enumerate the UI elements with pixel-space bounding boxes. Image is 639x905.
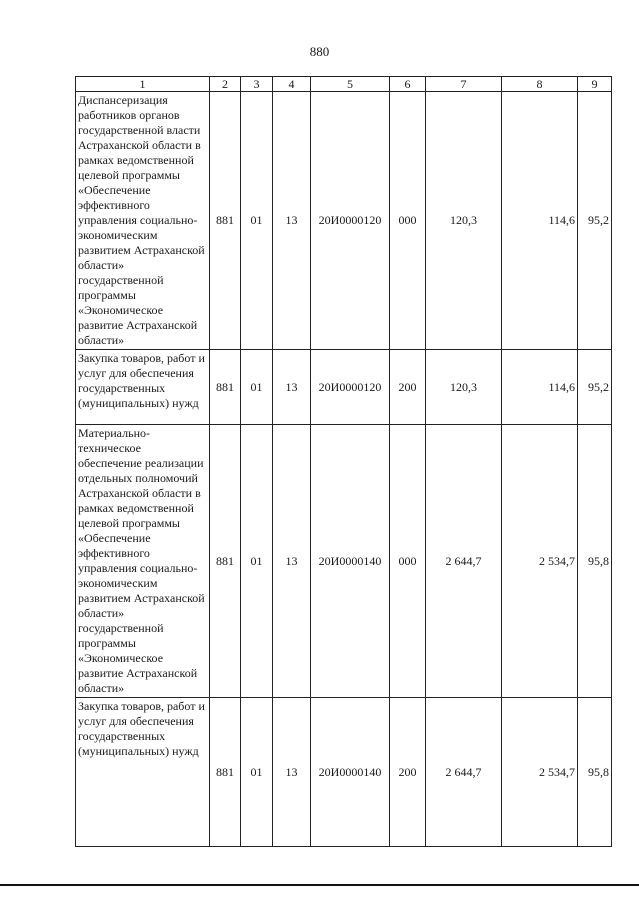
cell-target-article: 20И0000140 [311, 425, 390, 698]
header-cell: 3 [241, 77, 273, 92]
cell-section: 01 [241, 350, 273, 425]
cell-section: 01 [241, 698, 273, 847]
header-cell: 4 [273, 77, 311, 92]
cell-admin-code: 881 [210, 92, 241, 350]
cell-percent: 95,2 [578, 350, 612, 425]
cell-percent: 95,8 [578, 425, 612, 698]
cell-expense-type: 000 [390, 425, 426, 698]
cell-executed: 2 534,7 [502, 698, 578, 847]
table-row [76, 350, 612, 425]
row-description: Закупка товаров, работ и услуг для обеспечения государственных (муниципальных) нужд [76, 698, 210, 847]
cell-subsection: 13 [273, 698, 311, 847]
header-cell: 2 [210, 77, 241, 92]
row-description: Диспансеризация работников органов государственной власти Астраханской области в рамках ведомственной целевой программы «Обеспечение эффективного управления социально-экономическим развитием Астраханской области» государственной программы «Экономическое развитие Астраханской области» [76, 92, 210, 350]
row-description: Закупка товаров, работ и услуг для обеспечения государственных (муниципальных) нужд [76, 350, 210, 425]
cell-executed: 114,6 [502, 92, 578, 350]
cell-percent: 95,2 [578, 92, 612, 350]
budget-table [75, 76, 612, 847]
cell-planned: 2 644,7 [426, 425, 502, 698]
table-row [76, 698, 612, 847]
header-cell: 7 [426, 77, 502, 92]
cell-section: 01 [241, 425, 273, 698]
cell-planned: 120,3 [426, 350, 502, 425]
cell-target-article: 20И0000120 [311, 350, 390, 425]
cell-executed: 114,6 [502, 350, 578, 425]
cell-expense-type: 200 [390, 350, 426, 425]
header-cell: 8 [502, 77, 578, 92]
cell-subsection: 13 [273, 350, 311, 425]
cell-percent: 95,8 [578, 698, 612, 847]
header-cell: 5 [311, 77, 390, 92]
cell-planned: 120,3 [426, 92, 502, 350]
header-cell: 9 [578, 77, 612, 92]
cell-executed: 2 534,7 [502, 425, 578, 698]
cell-target-article: 20И0000120 [311, 92, 390, 350]
page-number: 880 [309, 44, 330, 59]
cell-expense-type: 000 [390, 92, 426, 350]
cell-admin-code: 881 [210, 350, 241, 425]
cell-target-article: 20И0000140 [311, 698, 390, 847]
bottom-divider [0, 884, 639, 886]
cell-admin-code: 881 [210, 425, 241, 698]
cell-subsection: 13 [273, 425, 311, 698]
cell-admin-code: 881 [210, 698, 241, 847]
header-cell: 1 [76, 77, 210, 92]
table-row [76, 425, 612, 698]
header-row [76, 77, 612, 92]
cell-planned: 2 644,7 [426, 698, 502, 847]
header-cell: 6 [390, 77, 426, 92]
row-description: Материально-техническое обеспечение реализации отдельных полномочий Астраханской области в рамках ведомственной целевой программы «Обеспечение эффективного управления социально-экономическим развитием Астраханской области» государственной программы «Экономическое развитие Астраханской области» [76, 425, 210, 698]
cell-subsection: 13 [273, 92, 311, 350]
cell-section: 01 [241, 92, 273, 350]
table-row [76, 92, 612, 350]
cell-expense-type: 200 [390, 698, 426, 847]
